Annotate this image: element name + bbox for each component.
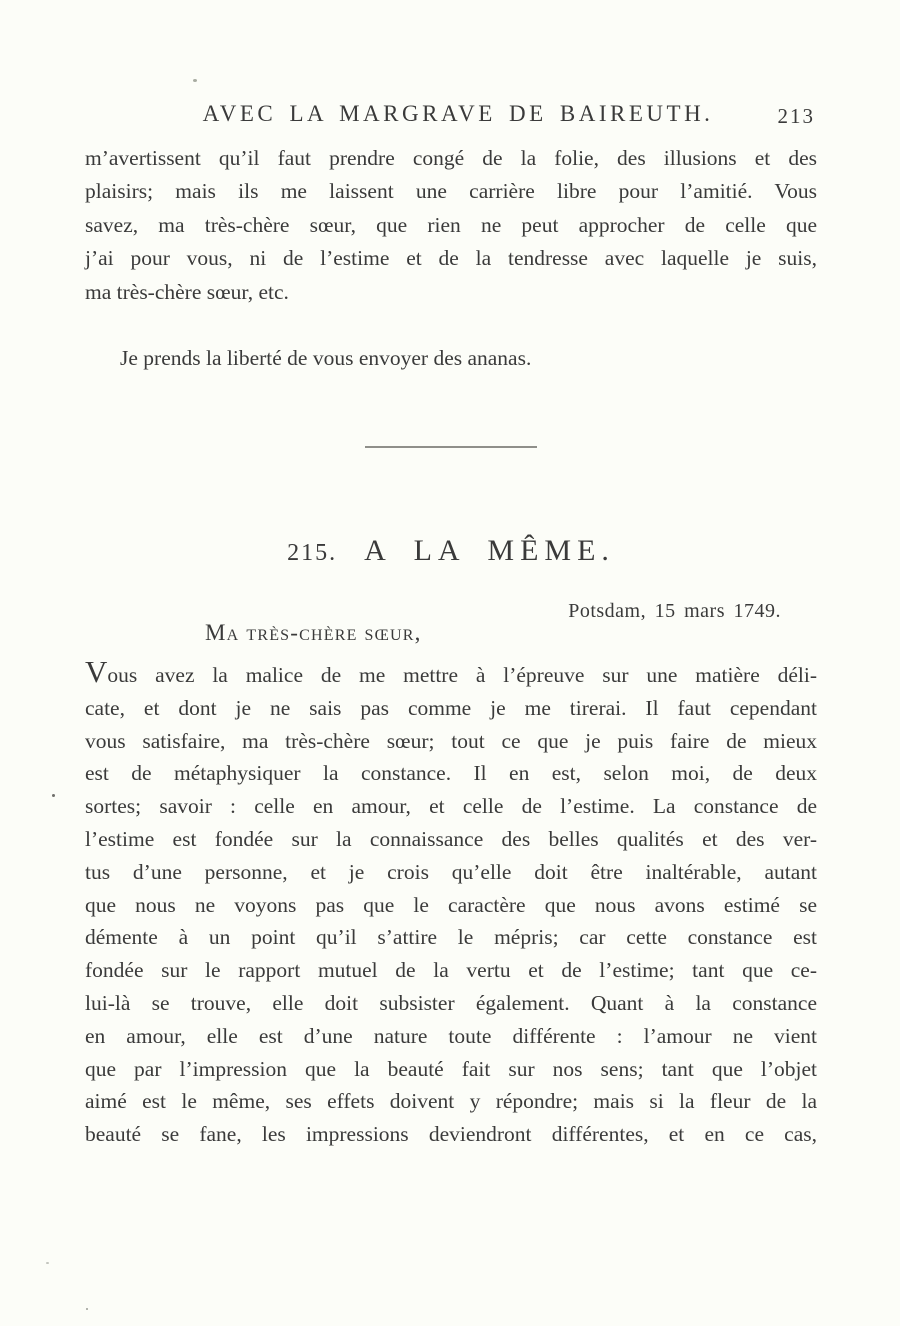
scan-speck: [52, 794, 55, 797]
text-line: beauté se fane, les impressions deviendront différentes, et en ce cas,: [85, 1122, 817, 1147]
letter-214-postscript: Je prends la liberté de vous envoyer des ananas.: [120, 346, 532, 370]
text-line: démente à un point qu’il s’attire le mépris; car cette constance est: [85, 925, 817, 950]
text-line: fondée sur le rapport mutuel de la vertu et de l’estime; tant que ce-: [85, 958, 817, 983]
letter-215-body: [85, 654, 817, 1151]
text-line: que par l’impression que la beauté fait sur nos sens; tant que l’objet: [85, 1056, 817, 1081]
text-line: plaisirs; mais ils me laissent une carrière libre pour l’amitié. Vous: [85, 179, 817, 204]
page-header: [85, 101, 817, 131]
running-head-title: AVEC LA MARGRAVE DE BAIREUTH.: [202, 101, 714, 126]
text-line: l’estime est fondée sur la connaissance des belles qualités et des ver-: [85, 826, 817, 851]
letter-215-dateline: Potsdam, 15 mars 1749.: [568, 600, 781, 622]
text-line: aimé est le même, ses effets doivent y répondre; mais si la fleur de la: [85, 1089, 817, 1114]
letter-215-number: 215.: [287, 540, 338, 566]
text-line: en amour, elle est d’une nature toute différente : l’amour ne vient: [85, 1023, 817, 1048]
scan-speck: [86, 1308, 88, 1310]
text-line: m’avertissent qu’il faut prendre congé de la folie, des illusions et des: [85, 146, 817, 170]
text-line: j’ai pour vous, ni de l’estime et de la tendresse avec laquelle je suis,: [85, 246, 817, 271]
letter-214-body: [85, 142, 817, 309]
text-line: vous satisfaire, ma très-chère sœur; tout ce que je puis faire de mieux: [85, 728, 817, 753]
text-line: est de métaphysiquer la constance. Il en est, selon moi, de deux: [85, 761, 817, 786]
scan-speck: [46, 1262, 49, 1264]
text-line: sortes; savoir : celle en amour, et celle de l’estime. La constance de: [85, 794, 817, 819]
text-line: savez, ma très-chère sœur, que rien ne peut approcher de celle que: [85, 212, 817, 237]
section-divider-rule: [365, 446, 537, 448]
page-number: 213: [777, 104, 815, 128]
letter-215-title: A LA MÊME.: [364, 534, 615, 567]
letter-215-salutation: Ma très-chère sœur,: [205, 620, 422, 645]
text-line: que nous ne voyons pas que le caractère que nous avons estimé se: [85, 892, 817, 917]
text-line: tus d’une personne, et je crois qu’elle doit être inaltérable, autant: [85, 859, 817, 884]
text-line: lui-là se trouve, elle doit subsister également. Quant à la constance: [85, 990, 817, 1015]
text-line: cate, et dont je ne sais pas comme je me tirerai. Il faut cependant: [85, 695, 817, 720]
text-line: Vous avez la malice de me mettre à l’épreuve sur une matière déli-: [85, 654, 817, 689]
text-line: ma très-chère sœur, etc.: [85, 279, 289, 304]
scan-speck: [193, 79, 197, 82]
letter-215-heading: [85, 534, 817, 568]
